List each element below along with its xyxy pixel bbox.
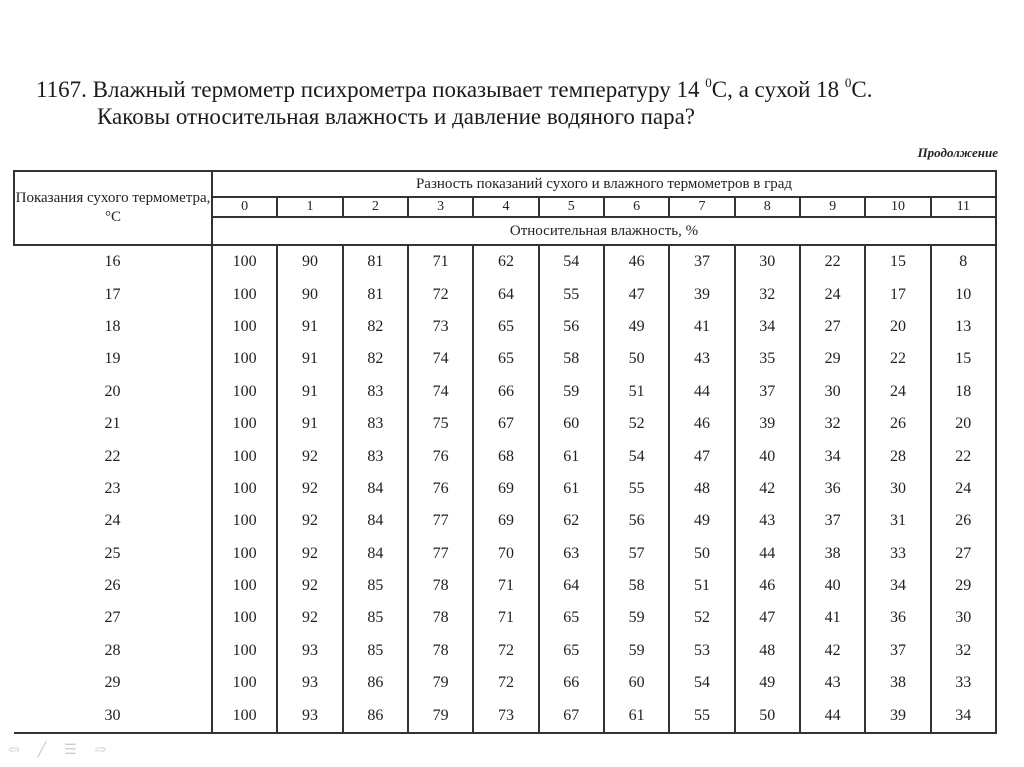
humidity-value: 54 xyxy=(669,667,734,699)
humidity-value: 58 xyxy=(604,570,669,602)
arrow-right-icon[interactable]: ⇨ xyxy=(94,743,107,758)
table-row xyxy=(14,440,996,472)
dry-temperature: 22 xyxy=(14,440,212,472)
humidity-value: 54 xyxy=(604,440,669,472)
humidity-value: 100 xyxy=(212,408,277,440)
table-row xyxy=(14,343,996,375)
humidity-value: 13 xyxy=(931,311,996,343)
humidity-value: 24 xyxy=(865,376,930,408)
humidity-value: 34 xyxy=(931,699,996,732)
humidity-value: 32 xyxy=(931,635,996,667)
humidity-value: 38 xyxy=(800,538,865,570)
humidity-value: 85 xyxy=(343,635,408,667)
degree-sup: 0 xyxy=(844,75,852,90)
humidity-value: 85 xyxy=(343,570,408,602)
humidity-value: 90 xyxy=(277,278,342,310)
humidity-value: 30 xyxy=(800,376,865,408)
humidity-value: 91 xyxy=(277,311,342,343)
humidity-value: 46 xyxy=(669,408,734,440)
humidity-value: 74 xyxy=(408,376,473,408)
humidity-value: 50 xyxy=(604,343,669,375)
humidity-value: 64 xyxy=(473,278,538,310)
difference-value: 2 xyxy=(343,197,408,217)
dry-temperature: 16 xyxy=(14,245,212,278)
humidity-value: 82 xyxy=(343,343,408,375)
humidity-value: 59 xyxy=(604,602,669,634)
humidity-value: 31 xyxy=(865,505,930,537)
humidity-value: 22 xyxy=(800,245,865,278)
humidity-value: 56 xyxy=(604,505,669,537)
humidity-value: 46 xyxy=(604,245,669,278)
humidity-value: 93 xyxy=(277,699,342,732)
humidity-value: 65 xyxy=(473,343,538,375)
humidity-value: 17 xyxy=(865,278,930,310)
difference-value: 11 xyxy=(931,197,996,217)
humidity-value: 62 xyxy=(473,245,538,278)
humidity-value: 70 xyxy=(473,538,538,570)
humidity-value: 71 xyxy=(473,602,538,634)
humidity-value: 84 xyxy=(343,538,408,570)
humidity-value: 53 xyxy=(669,635,734,667)
difference-header: Разность показаний сухого и влажного термометров в град xyxy=(212,171,996,197)
humidity-value: 44 xyxy=(735,538,800,570)
humidity-value: 100 xyxy=(212,440,277,472)
humidity-value: 62 xyxy=(539,505,604,537)
humidity-value: 56 xyxy=(539,311,604,343)
humidity-value: 67 xyxy=(539,699,604,732)
dry-temperature: 17 xyxy=(14,278,212,310)
humidity-value: 76 xyxy=(408,440,473,472)
humidity-value: 47 xyxy=(669,440,734,472)
humidity-value: 91 xyxy=(277,408,342,440)
humidity-value: 44 xyxy=(669,376,734,408)
humidity-value: 37 xyxy=(735,376,800,408)
table-row xyxy=(14,408,996,440)
humidity-value: 100 xyxy=(212,538,277,570)
humidity-value: 100 xyxy=(212,635,277,667)
humidity-value: 54 xyxy=(539,245,604,278)
difference-value: 0 xyxy=(212,197,277,217)
humidity-value: 18 xyxy=(931,376,996,408)
humidity-value: 50 xyxy=(735,699,800,732)
humidity-value: 29 xyxy=(931,570,996,602)
table-row xyxy=(14,473,996,505)
table-row xyxy=(14,538,996,570)
humidity-value: 100 xyxy=(212,376,277,408)
humidity-value: 100 xyxy=(212,343,277,375)
humidity-value: 76 xyxy=(408,473,473,505)
humidity-value: 51 xyxy=(604,376,669,408)
humidity-value: 37 xyxy=(800,505,865,537)
humidity-value: 30 xyxy=(735,245,800,278)
humidity-value: 48 xyxy=(735,635,800,667)
table-row xyxy=(14,570,996,602)
humidity-value: 37 xyxy=(669,245,734,278)
difference-value: 6 xyxy=(604,197,669,217)
humidity-value: 41 xyxy=(669,311,734,343)
humidity-value: 46 xyxy=(735,570,800,602)
difference-value: 10 xyxy=(865,197,930,217)
humidity-value: 30 xyxy=(931,602,996,634)
humidity-value: 47 xyxy=(604,278,669,310)
humidity-value: 100 xyxy=(212,699,277,732)
humidity-value: 47 xyxy=(735,602,800,634)
humidity-value: 32 xyxy=(800,408,865,440)
dry-temperature: 28 xyxy=(14,635,212,667)
humidity-value: 22 xyxy=(931,440,996,472)
table-row xyxy=(14,667,996,699)
humidity-value: 69 xyxy=(473,505,538,537)
humidity-value: 75 xyxy=(408,408,473,440)
humidity-value: 84 xyxy=(343,473,408,505)
humidity-value: 20 xyxy=(865,311,930,343)
humidity-value: 83 xyxy=(343,440,408,472)
humidity-value: 49 xyxy=(669,505,734,537)
humidity-value: 59 xyxy=(539,376,604,408)
humidity-value: 100 xyxy=(212,245,277,278)
humidity-value: 71 xyxy=(473,570,538,602)
humidity-value: 72 xyxy=(473,667,538,699)
humidity-value: 39 xyxy=(669,278,734,310)
humidity-value: 67 xyxy=(473,408,538,440)
humidity-value: 72 xyxy=(408,278,473,310)
table-row xyxy=(14,245,996,278)
humidity-value: 65 xyxy=(539,635,604,667)
degree-sup: 0 xyxy=(705,75,712,90)
humidity-value: 43 xyxy=(735,505,800,537)
humidity-value: 81 xyxy=(343,245,408,278)
humidity-value: 60 xyxy=(604,667,669,699)
humidity-value: 55 xyxy=(539,278,604,310)
problem-text: С, а сухой 18 xyxy=(711,77,845,102)
problem-text: 1167. Влажный термометр психрометра показывает температуру 14 xyxy=(36,77,706,102)
humidity-value: 66 xyxy=(473,376,538,408)
humidity-value: 59 xyxy=(604,635,669,667)
dry-temperature: 25 xyxy=(14,538,212,570)
humidity-value: 15 xyxy=(931,343,996,375)
humidity-value: 40 xyxy=(800,570,865,602)
humidity-value: 92 xyxy=(277,602,342,634)
humidity-value: 78 xyxy=(408,570,473,602)
dry-temperature: 30 xyxy=(14,699,212,732)
menu-icon[interactable]: ☰ xyxy=(64,743,77,758)
humidity-value: 84 xyxy=(343,505,408,537)
humidity-value: 26 xyxy=(865,408,930,440)
humidity-value: 90 xyxy=(277,245,342,278)
humidity-value: 81 xyxy=(343,278,408,310)
humidity-value: 83 xyxy=(343,376,408,408)
table-body xyxy=(14,245,996,733)
humidity-value: 43 xyxy=(669,343,734,375)
humidity-value: 55 xyxy=(669,699,734,732)
humidity-value: 43 xyxy=(800,667,865,699)
table-row xyxy=(14,311,996,343)
humidity-value: 34 xyxy=(735,311,800,343)
humidity-value: 44 xyxy=(800,699,865,732)
humidity-value: 65 xyxy=(539,602,604,634)
humidity-value: 39 xyxy=(735,408,800,440)
humidity-value: 27 xyxy=(931,538,996,570)
dry-temperature: 27 xyxy=(14,602,212,634)
dry-temperature: 24 xyxy=(14,505,212,537)
humidity-value: 34 xyxy=(800,440,865,472)
difference-value: 8 xyxy=(735,197,800,217)
humidity-value: 15 xyxy=(865,245,930,278)
humidity-value: 100 xyxy=(212,278,277,310)
humidity-value: 100 xyxy=(212,505,277,537)
humidity-value: 83 xyxy=(343,408,408,440)
humidity-value: 77 xyxy=(408,505,473,537)
humidity-value: 100 xyxy=(212,311,277,343)
dry-temperature: 29 xyxy=(14,667,212,699)
humidity-value: 92 xyxy=(277,538,342,570)
humidity-value: 74 xyxy=(408,343,473,375)
dry-temperature: 19 xyxy=(14,343,212,375)
slide-nav xyxy=(8,742,106,759)
humidity-value: 92 xyxy=(277,570,342,602)
humidity-value: 52 xyxy=(669,602,734,634)
humidity-value: 10 xyxy=(931,278,996,310)
humidity-value: 27 xyxy=(800,311,865,343)
humidity-value: 49 xyxy=(735,667,800,699)
humidity-value: 22 xyxy=(865,343,930,375)
humidity-value: 58 xyxy=(539,343,604,375)
humidity-value: 92 xyxy=(277,505,342,537)
humidity-value: 86 xyxy=(343,667,408,699)
dry-temperature: 20 xyxy=(14,376,212,408)
dry-temperature: 23 xyxy=(14,473,212,505)
humidity-value: 30 xyxy=(865,473,930,505)
humidity-value: 92 xyxy=(277,473,342,505)
humidity-value: 33 xyxy=(931,667,996,699)
humidity-value: 39 xyxy=(865,699,930,732)
humidity-value: 71 xyxy=(408,245,473,278)
problem-text: С. xyxy=(851,77,873,102)
humidity-value: 66 xyxy=(539,667,604,699)
dry-temperature: 18 xyxy=(14,311,212,343)
humidity-value: 73 xyxy=(473,699,538,732)
humidity-table xyxy=(13,170,997,734)
humidity-value: 33 xyxy=(865,538,930,570)
humidity-value: 42 xyxy=(800,635,865,667)
humidity-value: 49 xyxy=(604,311,669,343)
difference-value: 5 xyxy=(539,197,604,217)
humidity-value: 40 xyxy=(735,440,800,472)
humidity-value: 68 xyxy=(473,440,538,472)
humidity-value: 42 xyxy=(735,473,800,505)
humidity-value: 73 xyxy=(408,311,473,343)
humidity-value: 61 xyxy=(539,473,604,505)
humidity-value: 60 xyxy=(539,408,604,440)
humidity-value: 24 xyxy=(800,278,865,310)
dry-temperature: 21 xyxy=(14,408,212,440)
humidity-value: 36 xyxy=(865,602,930,634)
dry-temperature: 26 xyxy=(14,570,212,602)
humidity-value: 91 xyxy=(277,376,342,408)
humidity-value: 79 xyxy=(408,667,473,699)
humidity-value: 55 xyxy=(604,473,669,505)
humidity-value: 69 xyxy=(473,473,538,505)
humidity-value: 35 xyxy=(735,343,800,375)
humidity-value: 86 xyxy=(343,699,408,732)
humidity-value: 37 xyxy=(865,635,930,667)
problem-line-1 xyxy=(36,76,872,103)
humidity-value: 92 xyxy=(277,440,342,472)
table-row xyxy=(14,699,996,732)
humidity-value: 100 xyxy=(212,473,277,505)
humidity-value: 36 xyxy=(800,473,865,505)
difference-value: 4 xyxy=(473,197,538,217)
humidity-header: Относительная влажность, % xyxy=(212,217,996,245)
difference-value: 1 xyxy=(277,197,342,217)
humidity-value: 61 xyxy=(539,440,604,472)
table-row xyxy=(14,376,996,408)
humidity-value: 38 xyxy=(865,667,930,699)
humidity-value: 78 xyxy=(408,602,473,634)
arrow-left-icon[interactable]: ⇦ xyxy=(8,743,20,758)
difference-value: 3 xyxy=(408,197,473,217)
problem-line-2: Каковы относительная влажность и давление водяного пара? xyxy=(97,104,696,129)
humidity-value: 93 xyxy=(277,667,342,699)
difference-value: 9 xyxy=(800,197,865,217)
humidity-value: 77 xyxy=(408,538,473,570)
humidity-value: 51 xyxy=(669,570,734,602)
humidity-value: 34 xyxy=(865,570,930,602)
humidity-value: 57 xyxy=(604,538,669,570)
humidity-value: 64 xyxy=(539,570,604,602)
humidity-value: 61 xyxy=(604,699,669,732)
table-row xyxy=(14,602,996,634)
humidity-value: 52 xyxy=(604,408,669,440)
humidity-value: 100 xyxy=(212,570,277,602)
humidity-value: 26 xyxy=(931,505,996,537)
humidity-value: 100 xyxy=(212,602,277,634)
humidity-value: 29 xyxy=(800,343,865,375)
humidity-value: 93 xyxy=(277,635,342,667)
humidity-value: 48 xyxy=(669,473,734,505)
difference-value: 7 xyxy=(669,197,734,217)
humidity-value: 50 xyxy=(669,538,734,570)
humidity-value: 78 xyxy=(408,635,473,667)
continuation-label: Продолжение xyxy=(917,145,998,160)
table-row xyxy=(14,635,996,667)
pen-icon[interactable]: ╱ xyxy=(37,743,47,758)
humidity-value: 28 xyxy=(865,440,930,472)
dry-thermometer-header: Показания сухого термометра, °С xyxy=(14,171,212,245)
humidity-value: 32 xyxy=(735,278,800,310)
humidity-value: 91 xyxy=(277,343,342,375)
humidity-value: 100 xyxy=(212,667,277,699)
humidity-value: 65 xyxy=(473,311,538,343)
table-row xyxy=(14,505,996,537)
humidity-value: 24 xyxy=(931,473,996,505)
humidity-value: 41 xyxy=(800,602,865,634)
humidity-value: 72 xyxy=(473,635,538,667)
table-row xyxy=(14,278,996,310)
humidity-value: 20 xyxy=(931,408,996,440)
humidity-value: 8 xyxy=(931,245,996,278)
humidity-value: 85 xyxy=(343,602,408,634)
humidity-value: 63 xyxy=(539,538,604,570)
humidity-value: 82 xyxy=(343,311,408,343)
humidity-value: 79 xyxy=(408,699,473,732)
